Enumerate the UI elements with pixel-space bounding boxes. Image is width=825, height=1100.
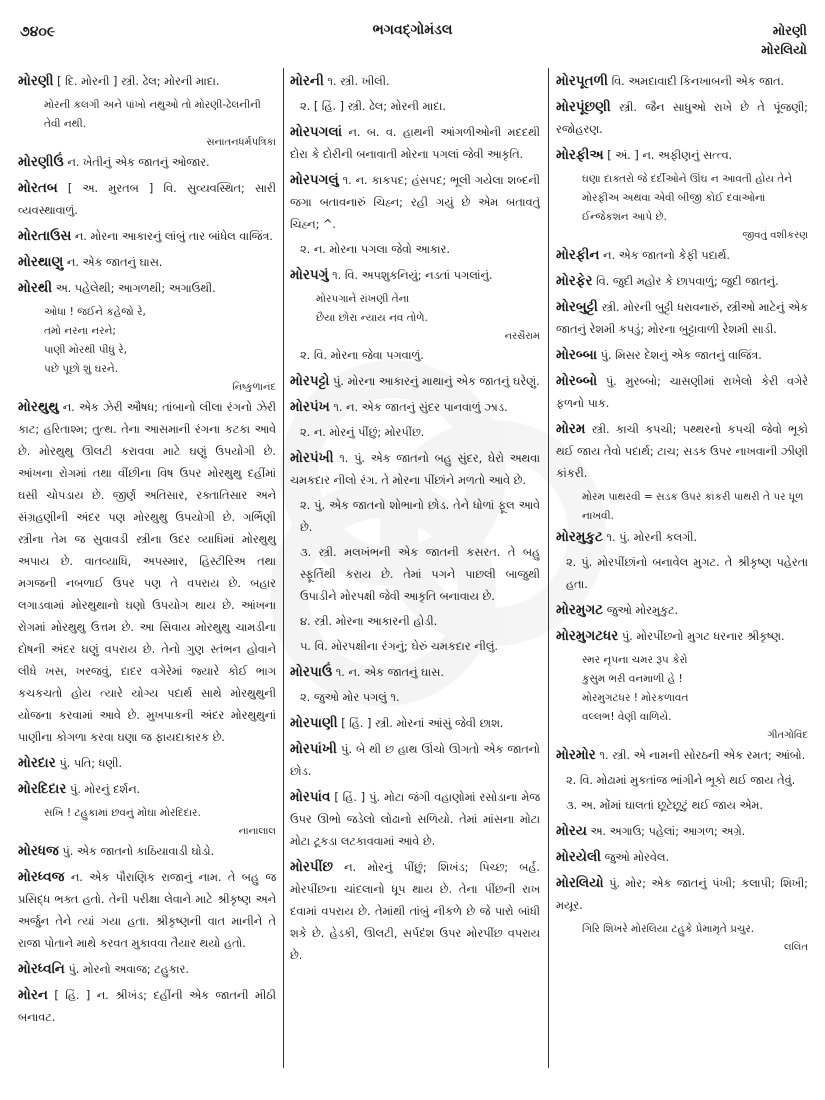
dictionary-entry [556, 144, 808, 167]
definition: અ. પહેલેથી; આગળથી; અગાઉથી. [55, 282, 216, 295]
dictionary-entry [18, 866, 276, 955]
definition: ૧. ન. એક જાતનું ઘાસ. [335, 666, 444, 679]
headword: મોરફેર [556, 273, 593, 289]
definition: અ. અગાઉ; પહેલાં; આગળ; અગ્રે. [590, 825, 746, 838]
definition: [ અ. મુરતબ ] વિ. સુવ્યવસ્થિત; સારી વ્યવસ્થાવાળું. [18, 182, 277, 217]
sense-definition: ૨. વિ. મોઢામાં મુકતાંજ ભાંગીને ભૂકો થઈ જાય તેવું. [566, 774, 796, 787]
headword: મોરથાણુ [18, 254, 64, 270]
dictionary-entry [556, 846, 808, 869]
citation-quote: મોરની કલગી અને પાંખો નથુઓ તો મોરણી-ઢેલનીની તેવી નથી. [44, 99, 261, 130]
dictionary-entry [290, 169, 540, 236]
dictionary-entry [556, 625, 808, 648]
definition: જુઓ મોરવેલ. [604, 851, 670, 864]
definition: સ્ત્રી. જૈન સાધુઓ રાખે છે તે પૂંજણી; રજોહરણ. [556, 101, 808, 136]
dictionary-entry [290, 786, 540, 853]
dictionary-entry [18, 752, 276, 775]
definition: પું. મોરપીંછનો મુગટ ધરનાર શ્રીકૃષ્ણ. [621, 630, 785, 643]
definition: ૧. ન. એક જાતનું સુંદર પાનવાળું ઝાડ. [333, 401, 508, 414]
headword: મોરબ્બો [556, 373, 598, 389]
definition: પું. મોરનું દર્શન. [69, 783, 141, 796]
dictionary-entry [290, 738, 540, 783]
dictionary-entry [18, 70, 276, 93]
headword: મોરતાઉસ [18, 228, 72, 244]
headword: મોરણી [18, 73, 54, 89]
headword: મોરય [556, 823, 587, 839]
headword: મોરપગલાં [290, 124, 343, 140]
definition: ૧. ન. કાકપદ; હંસપદ; ભૂલી ગયેલા શબ્દની જગા બતાવનારું ચિહ્ન; રહી ગયું છે એમ બતાવતું ચિહ્ન; ^. [290, 174, 540, 231]
citation-source: નરસૈરામ [504, 331, 540, 342]
headword: મોરપાઉં [290, 664, 333, 680]
page-header [0, 0, 825, 70]
headword: મોરપગલું [290, 172, 339, 188]
headword: મોરદાર [18, 755, 56, 771]
dictionary-entry [18, 778, 276, 801]
headword: મોરપીંછ [290, 859, 333, 875]
dictionary-entry [18, 177, 276, 222]
column-divider-1 [283, 68, 284, 1068]
definition: પું. મુરબ્બો; ચાસણીમાં રાખેલો કેરી વગેરે ફળનો પાક. [556, 375, 808, 410]
definition: ૧. સ્ત્રી. ખીલી. [327, 75, 390, 88]
citation-source: ગીતગોવિંદ [767, 730, 808, 741]
definition: ૧. પું. મોરની કલગી. [606, 531, 698, 544]
citation-quote-line: કુસુમ ભરી વનમાળી હે ! [582, 673, 683, 685]
dictionary-entry [290, 370, 540, 393]
dictionary-entry [290, 447, 540, 492]
headword: મોરપાણી [290, 715, 338, 731]
book-title: ભગવદ્ગોમંડલ [372, 22, 453, 38]
definition: પું. મોર; એક જાતનું પંખી; કલાપી; શિખી; મયૂર. [556, 877, 808, 912]
citation-source: નાનાલાલ [238, 826, 276, 837]
headword: મોરયેલી [556, 849, 602, 865]
dictionary-entry [290, 396, 540, 419]
headword: મોરની [290, 73, 324, 89]
dictionary-entry [556, 820, 808, 843]
sense-definition: ૨. પું. મોરપીંછાંનો બનાવેલ મુગટ. તે શ્રીકૃષ્ણ પહેરતા હતા. [566, 556, 808, 591]
dictionary-entry [18, 225, 276, 248]
sense-definition: ૨. પું. એક જાતનો શોભાનો છોડ. તેને ધોળાં ફૂલ આવે છે. [300, 499, 540, 534]
definition: [ દિ. મોરની ] સ્ત્રી. ઢેલ; મોરની માદા. [57, 75, 220, 88]
headword: મોરથી [18, 280, 53, 296]
headword: મોરણીઉં [18, 154, 64, 170]
definition: ન. બ. વ. હાથની આંગળીઓની મદદથી દોરા કે દોરીની બનાવાતી મોરના પગલાં જેવી આકૃતિ. [290, 126, 541, 161]
dictionary-entry [556, 744, 808, 767]
citation-quote-line: વલ્લભ! વેણી વાળિયે. [582, 711, 672, 723]
citation-quote-line: મોરમુગટધર ! મોરકળાવત [582, 692, 689, 704]
citation-quote-line: સ્મર નૃપના ચમર રૂપ કેરો [582, 654, 688, 666]
dictionary-entry [18, 251, 276, 274]
dictionary-entry [556, 296, 808, 341]
dictionary-entry [18, 151, 276, 174]
headword: મોરમુગટ [556, 602, 604, 618]
sense-definition: ૨. ન. મોરના પગલા જેવો આકાર. [300, 243, 450, 256]
dictionary-entry [556, 599, 808, 622]
definition: ન. મોરનું પીંછું; શિખંડ; પિચ્છ; બર્હ. મોરપીંછના ચાંદલાનો ધૂપ થાય છે. તેના પીંછની રાખ દવામાં વપરાય છે. તેમાંથી તાંબું નીકળે છે જે પારો બાંધી શકે છે. હેડકી, ઊલટી, સર્પદંશ ઉપર મોરપીંછ વપરાય છે. [290, 861, 541, 962]
headword: મોરપાંવ [290, 789, 331, 805]
dictionary-entry [18, 277, 276, 300]
sense-definition: ૩. અ. મોંમાં ઘાલતાં છૂટેછૂટું થઈ જાય એમ. [566, 799, 763, 812]
headword: મોરમુકુટ [556, 529, 603, 545]
guide-word-first: મોરણી [772, 24, 807, 39]
definition: ન. એક ઝેરી ઔષધ; તાંબાનો લીલા રંગનો ઝેરી કાટ; હરિતાશ્મ; તુત્થ. તેના આસમાની રંગના કટકા આવે છે. મોરથુથુ ઊલટી કરાવવા માટે ઘણું ઉપયોગી છે. આંખના રોગમાં તથા વીંછીના વિષ ઉપર મોરથુથુ દહીંમાં ઘસી ચોપડાય છે. જીર્ણ અતિસાર, રક્તાતિસાર અને સંગ્રહણીની અંદર પણ મોરથુથુ ઉપયોગી છે. ગર્ભિણી સ્ત્રીના તેમ જ સુવાવડી સ્ત્રીના ઉદર વ્યાધિમાં મોરથુથુ અપાય છે. વાતવ્યાધિ, અપસ્માર, હિસ્ટીરિઅ તથા મગજની નબળાઈ ઉપર પણ તે વપરાય છે. બહાર લગાડવામાં મોરથુથાનો ઘણો ઉપયોગ થાય છે. આંખના રોગમાં મોરથુથુ ઉત્તમ છે. આ સિવાય મોરથુથુ ચામડીના દોષની અંદર ઘણું વપરાય છે. તેનો ગુણ સ્તંભન હોવાને લીધે ખસ, ખરજવું, દાદર વગેરેમાં જ્યારે કોઈ ભાગ કચકચતો હોય ત્યારે યોગ્ય પદાર્થ સાથે મોરથુથુની યોજના કરવામાં આવે છે. મુખપાકની અંદર મોરથુથુનાં પાણીના કોગળા કરવા ઘણા જ ફાયદાકારક છે. [18, 401, 277, 744]
headword: મોરપૂતળી [556, 73, 608, 89]
dictionary-entry [18, 984, 276, 1029]
citation-quote-line: પાણી મોરથી પીધું રે, [44, 344, 127, 356]
definition: [ હિં. ] સ્ત્રી. મોરનાં આંસું જેવી છાશ. [341, 717, 504, 730]
definition: પું. મોરના આકારનું માથાનું એક જાતનું ઘરેણું. [332, 375, 540, 388]
citation-quote-line: ઓધા ! જઈને કહેજો રે, [44, 306, 146, 318]
dictionary-entry [556, 418, 808, 485]
definition: પું. મોરનો અવાજ; ટહુકાર. [68, 963, 189, 976]
definition: [ અં. ] ન. અફીણનું સત્ત્વ. [607, 149, 733, 162]
headword: મોરપટ્ટો [290, 373, 330, 389]
dictionary-entry [556, 96, 808, 141]
sense-definition: ૫. વિ. મોરપક્ષીના રંગનું; ઘેરું ચમકદાર નીલું. [300, 640, 498, 653]
citation-source: સનાતનધર્મપત્રિકા [206, 137, 276, 148]
definition: ૧. સ્ત્રી. એ નામની સોરઠની એક રમત; આંબો. [599, 749, 806, 762]
dictionary-entry [290, 264, 540, 287]
headword: મોરપંખ [290, 399, 330, 415]
citation-quote-line: તમો નરના નરને; [44, 325, 116, 337]
definition: ન. એક જાતનું ઘાસ. [66, 256, 163, 269]
citation-quote-line: છૈયા છોરા ન્યાય નવ તોળે. [316, 312, 428, 324]
dictionary-entry [290, 712, 540, 735]
definition: ૧. વિ. અપશુકનિયું; નડતાં પગલાંનું. [332, 269, 493, 282]
column-3 [556, 70, 808, 956]
definition: [ હિં. ] ન. શ્રીખંડ; દહીંની એક જાતની મીઠી બનાવટ. [18, 989, 276, 1024]
definition: જુઓ મોરમુકુટ. [606, 604, 679, 617]
headword: મોરફીન [556, 247, 600, 263]
citation-source: નિષ્કુળાનંદ [232, 382, 276, 393]
dictionary-entry [18, 396, 276, 749]
guide-words [761, 22, 807, 60]
dictionary-entry [290, 70, 540, 93]
definition: વિ. અમદાવાદી કિનખાબની એક જાત. [611, 75, 785, 88]
definition: પું. પતિ; ધણી. [59, 757, 123, 770]
citation-quote: મોરમ પાથરવી = સડક ઉપર કાંકરી પાથરી તે પર ધૂળ નાખવી. [582, 491, 804, 522]
headword: મોરમોર [556, 747, 596, 763]
dictionary-entry [556, 344, 808, 367]
column-2 [290, 70, 540, 970]
headword: મોરપંખી [290, 450, 334, 466]
definition: સ્ત્રી. કાચી કપચી; પથ્થરનો કપચી જેવો ભૂકો થઈ જાય તેવો પદાર્થ; ટાચ; સડક ઉપર નાખવાની ઝીણી કાંકરી. [556, 423, 808, 480]
headword: મોરપગું [290, 267, 329, 283]
definition: [ હિં. ] પું. મોટા જંગી વહાણોમાં રસોડાના મેજ ઉપર ઊભો જડેલો લોઢાનો સળિયો. તેમાં માંસના મોટા મોટા ટૂકડા લટકાવવામાં આવે છે. [290, 791, 540, 848]
headword: મોરફીઅ [556, 147, 604, 163]
definition: ૧. પું. એક જાતનો બહુ સુંદર, ઘેરો અથવા ચમકદાર નીલો રંગ. તે મોરના પીંછાંને મળતો આવે છે. [290, 452, 540, 487]
page-number: ૭૪૦૯ [20, 24, 56, 40]
dictionary-entry [18, 840, 276, 863]
dictionary-entry [556, 370, 808, 415]
definition: ન. મોરના આકારનું લાંબું તાર બાંધેલ વાજિંત્ર. [74, 230, 273, 243]
dictionary-entry [290, 661, 540, 684]
column-1 [18, 70, 276, 1032]
headword: મોરથુથુ [18, 399, 59, 415]
headword: મોરદિદાર [18, 781, 67, 797]
headword: મોરબુટ્ટી [556, 299, 598, 315]
definition: પું. એક જાતનો કાઠિયાવાડી ઘોડો. [62, 845, 215, 858]
dictionary-entry [290, 856, 540, 967]
sense-definition: ૨. [ હિં. ] સ્ત્રી. ઢેલ; મોરની માદા. [300, 100, 446, 113]
headword: મોરલિયો [556, 875, 604, 891]
citation-quote: ઘણા દાક્તરો જે દર્દીઓને ઊંઘ ન આવતી હોય તેને મોરફીઅ અથવા એવી બીજી કોઈ દવાઓનાં ઈન્જેકશન આપે છે. [582, 173, 793, 223]
headword: મોરધજ [18, 843, 59, 859]
dictionary-entry [556, 872, 808, 917]
definition: ન. ખેતીનું એક જાતનું ઓજાર. [67, 156, 210, 169]
dictionary-entry [18, 958, 276, 981]
headword: મોરપાંખી [290, 741, 337, 757]
guide-word-last: મોરલિયો [761, 43, 807, 58]
sense-definition: ૨. ન. મોરનું પીંછું; મોરપીંછ. [300, 426, 425, 439]
citation-source: લલિત [783, 942, 808, 953]
dictionary-entry [556, 526, 808, 549]
dictionary-entry [290, 121, 540, 166]
headword: મોરન [18, 987, 48, 1003]
definition: પું. મિસર દેશનું એક જાતનું વાજિંત્ર. [600, 349, 762, 362]
dictionary-entry [556, 70, 808, 93]
citation-quote-line: પછે પૂછો શું ઘરને. [44, 363, 119, 375]
citation-quote: ગિરિ શિખરે મોરલિયા ટહુકે પ્રેમામૃતે પ્રચુર. [582, 923, 755, 935]
citation-quote: સખિ ! ટહુકામાં છવનું મોંઘા મોરદિદાર. [44, 807, 201, 819]
definition: સ્ત્રી. મોરની બુટ્ટી ધરાવનારું, સ્ત્રીઓ માટેનું એક જાતનું રેશમી કપડું; મોરના બુટ્ટાવાળી રેશમી સાડી. [556, 301, 808, 336]
sense-definition: ૩. સ્ત્રી. મલખંભની એક જાતની કસરત. તે બહુ સ્ફૂર્તિથી કરાય છે. તેમાં પગને પાછલી બાજુથી ઉપાડીને મોરપક્ષી જેવી આકૃતિ બનાવાય છે. [300, 546, 540, 603]
headword: મોરધ્વજ [18, 869, 65, 885]
headword: મોરધ્વનિ [18, 961, 65, 977]
citation-quote-line: મોરપગાને રાંખણી તેના [316, 293, 410, 305]
dictionary-entry [556, 270, 808, 293]
citation-source: જીવતું વશીકરણ [742, 230, 808, 241]
headword: મોરમુગટધર [556, 628, 619, 644]
definition: ન. એક જાતનો કેફી પદાર્થ. [603, 249, 730, 262]
definition: ન. એક પૌરાણિક રાજાનું નામ. તે બહુ જ પ્રસિદ્ધ ભક્ત હતો. તેની પરીક્ષા લેવાને માટે શ્રીકૃષ્ણ અને અર્જુન તેને ત્યાં ગયા હતા. શ્રીકૃષ્ણની વાત માનીને તે રાજા પોતાને માથે કરવત મુકાવવા તૈયાર થયો હતો. [18, 871, 277, 950]
dictionary-entry [556, 244, 808, 267]
sense-definition: ૪. સ્ત્રી. મોરના આકારની હોડી. [300, 615, 438, 628]
headword: મોરપૂંછણી [556, 99, 611, 115]
column-divider-2 [548, 68, 549, 1068]
definition: વિ. જુદી મહોર કે છાપવાળું; જુદી જાતનું. [596, 275, 779, 288]
sense-definition: ૨. જુઓ મોર પગલું ૧. [300, 691, 400, 704]
headword: મોરબ્બા [556, 347, 597, 363]
sense-definition: ૨. વિ. મોરના જેવા પગવાળું. [300, 349, 424, 362]
definition: પું. બે થી છ હાથ ઊંચો ઊગતો એક જાતનો છોડ. [290, 743, 541, 778]
headword: મોરતબ [18, 180, 58, 196]
headword: મોરમ [556, 421, 586, 437]
